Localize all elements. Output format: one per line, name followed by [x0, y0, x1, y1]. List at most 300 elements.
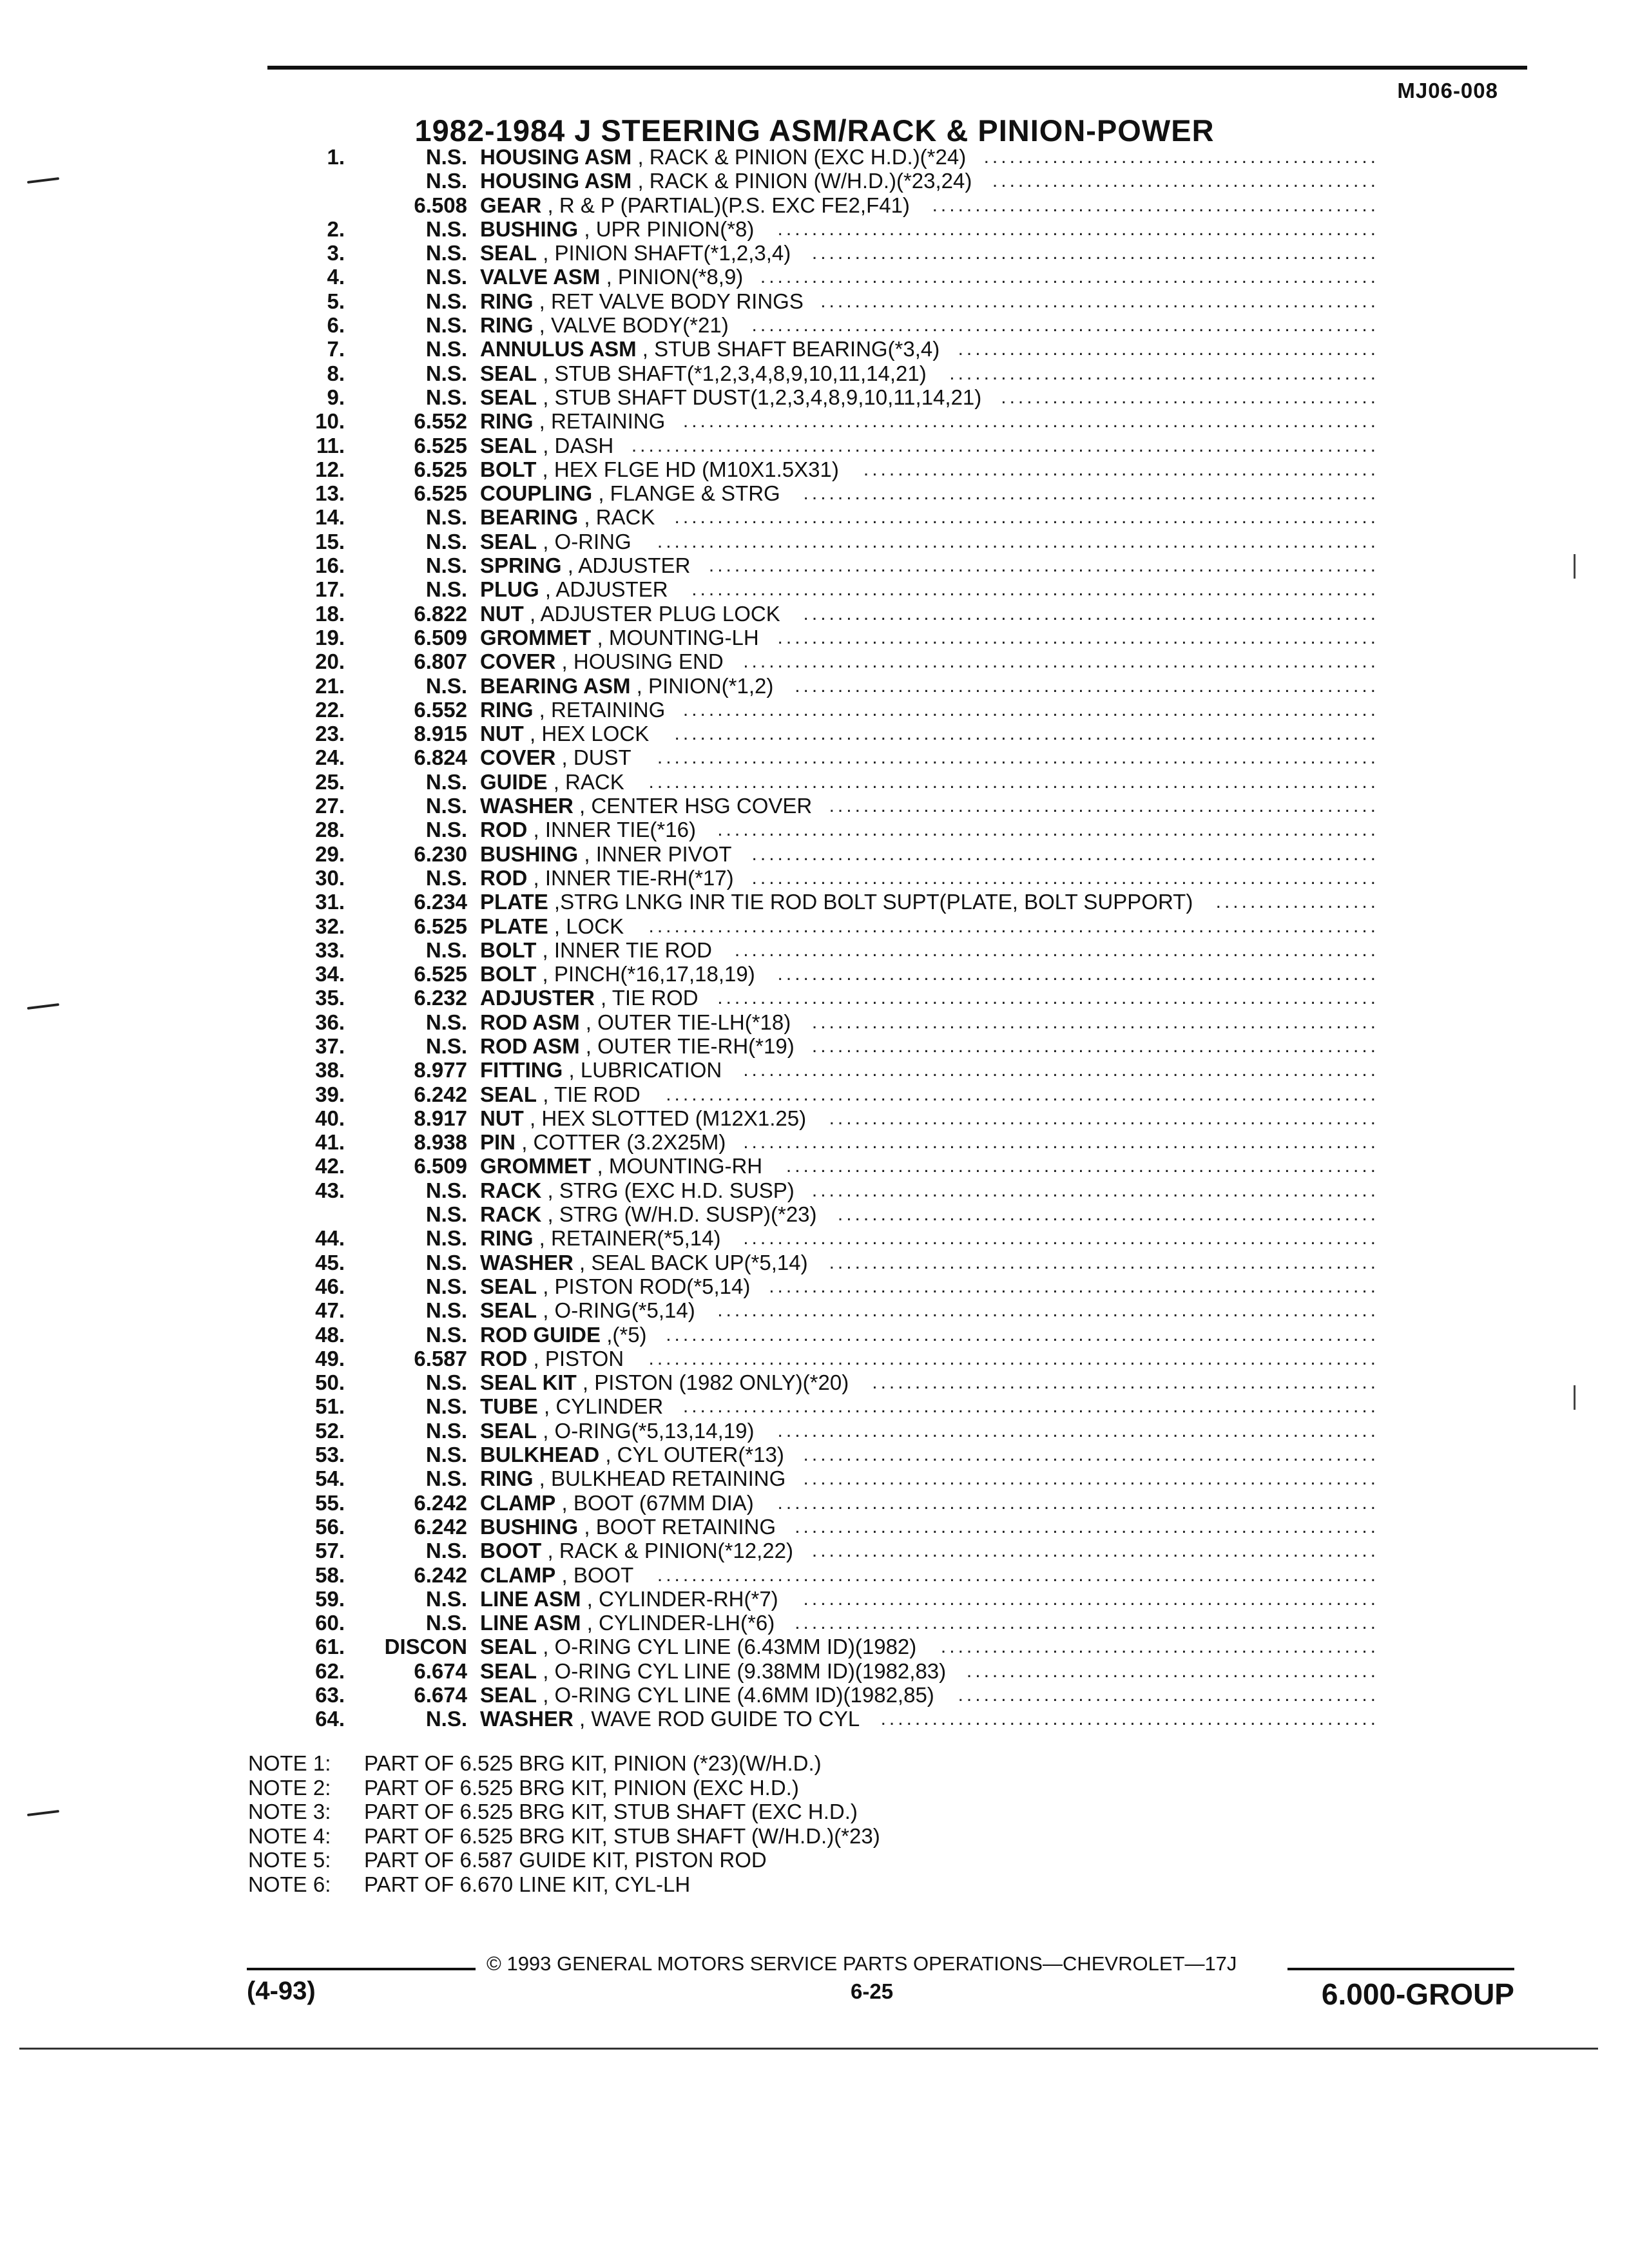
- part-description: [480, 530, 631, 553]
- part-row: [0, 770, 1629, 794]
- part-description: [480, 1707, 860, 1731]
- group-number: N.S.: [425, 1033, 467, 1058]
- part-name: BUSHING: [480, 216, 579, 241]
- part-row: [0, 866, 1629, 890]
- part-description: [480, 1202, 817, 1226]
- item-number: 14.: [315, 505, 345, 530]
- part-name: SEAL: [480, 385, 537, 409]
- part-description: [480, 866, 734, 890]
- part-row: [0, 481, 1629, 505]
- group-number: 6.525: [414, 481, 467, 506]
- part-description: [480, 217, 754, 241]
- part-detail: , BOOT (67MM DIA): [561, 1490, 754, 1515]
- part-description: [480, 409, 665, 433]
- part-name: ROD GUIDE: [480, 1322, 601, 1347]
- part-row: [0, 241, 1629, 265]
- part-description: [480, 505, 655, 529]
- part-name: GROMMET: [480, 1154, 592, 1178]
- part-description: [480, 1394, 663, 1418]
- part-name: GUIDE: [480, 769, 548, 794]
- dot-leader: ................................................................................: [691, 579, 1379, 601]
- part-detail: , PINCH(*16,17,18,19): [542, 962, 755, 986]
- dot-leader: ...................................................................: [803, 1444, 1379, 1466]
- dot-leader: .................................................................................: [682, 698, 1379, 720]
- group-number: N.S.: [425, 1202, 467, 1227]
- group-number: 6.242: [414, 1514, 467, 1539]
- part-detail: , MOUNTING-RH: [597, 1154, 763, 1178]
- part-detail: , RET VALVE BODY RINGS: [539, 289, 804, 313]
- dot-leader: ...................: [1215, 891, 1379, 913]
- group-number: N.S.: [425, 216, 467, 241]
- item-number: 45.: [315, 1250, 345, 1274]
- part-row: [0, 434, 1629, 457]
- part-name: TUBE: [480, 1394, 538, 1419]
- item-number: 55.: [315, 1490, 345, 1515]
- part-row: [0, 409, 1629, 433]
- part-row: [0, 553, 1629, 577]
- part-name: HOUSING ASM: [480, 145, 632, 169]
- dot-leader: .............................................................................: [717, 987, 1379, 1009]
- dot-leader: .....................................................................................: [648, 1347, 1379, 1369]
- item-number: 57.: [315, 1539, 345, 1563]
- date-code: (4-93): [247, 1977, 316, 2005]
- item-number: 22.: [315, 697, 345, 722]
- part-description: [480, 1130, 726, 1154]
- group-number: 8.938: [414, 1130, 467, 1155]
- part-detail: , TIE ROD: [543, 1082, 641, 1106]
- group-number: N.S.: [425, 577, 467, 602]
- group-number: N.S.: [425, 385, 467, 409]
- dot-leader: .................................................................................: [682, 410, 1379, 432]
- page-number: 6-25: [851, 1979, 894, 2003]
- part-name: BUSHING: [480, 841, 579, 866]
- notes-list: [248, 1751, 880, 1896]
- item-number: 41.: [315, 1130, 345, 1155]
- item-number: 18.: [315, 601, 345, 626]
- item-number: 20.: [315, 649, 345, 674]
- part-description: [480, 1515, 776, 1539]
- dot-leader: ..................................................................: [811, 1011, 1379, 1033]
- part-row: [0, 1106, 1629, 1130]
- part-description: [480, 169, 972, 193]
- part-description: [480, 962, 755, 986]
- page-title: 1982-1984 J STEERING ASM/RACK & PINION-POWER: [414, 113, 1215, 148]
- part-row: [0, 1130, 1629, 1154]
- part-name: BOLT: [480, 457, 537, 481]
- part-row: [0, 1466, 1629, 1490]
- dot-leader: ..........................................................................: [743, 1131, 1379, 1153]
- part-detail: , INNER TIE(*16): [533, 818, 696, 842]
- group-number: N.S.: [425, 1418, 467, 1443]
- item-number: 49.: [315, 1346, 345, 1370]
- copyright-text: © 1993 GENERAL MOTORS SERVICE PARTS OPERATIONS—CHEVROLET—17J: [487, 1952, 1237, 1975]
- group-number: 6.242: [414, 1562, 467, 1587]
- group-number: N.S.: [425, 289, 467, 313]
- group-number: N.S.: [425, 1443, 467, 1467]
- note-label: NOTE 4:: [248, 1823, 331, 1848]
- group-number: N.S.: [425, 1274, 467, 1298]
- part-name: WASHER: [480, 1250, 574, 1274]
- dot-leader: .......................................................................................: [631, 434, 1379, 456]
- group-number: N.S.: [425, 1322, 467, 1347]
- part-description: [480, 434, 613, 457]
- part-description: [480, 145, 966, 169]
- part-name: PLATE: [480, 890, 548, 914]
- dot-leader: ...................................................................: [803, 1468, 1379, 1490]
- dot-leader: ..............................................................................: [708, 555, 1379, 577]
- dot-leader: ...................................................................................: [666, 1083, 1379, 1105]
- part-name: SEAL: [480, 1418, 537, 1443]
- item-number: 60.: [315, 1611, 345, 1635]
- part-row: [0, 1635, 1629, 1658]
- part-name: ADJUSTER: [480, 986, 595, 1010]
- group-number: 6.552: [414, 409, 467, 434]
- item-number: 16.: [315, 553, 345, 578]
- part-row: [0, 818, 1629, 841]
- part-name: COVER: [480, 745, 556, 770]
- dot-leader: .................................................................: [820, 290, 1379, 312]
- dot-leader: ..........................................................................: [743, 1227, 1379, 1249]
- item-number: 7.: [327, 337, 345, 361]
- part-name: BULKHEAD: [480, 1443, 600, 1467]
- part-row: [0, 193, 1629, 217]
- group-number: N.S.: [425, 241, 467, 265]
- part-detail: , RACK & PINION (EXC H.D.)(*24): [637, 145, 967, 169]
- part-name: ROD: [480, 865, 528, 890]
- part-row: [0, 1058, 1629, 1082]
- dot-leader: ...........................................................................: [734, 939, 1379, 961]
- part-detail: , INNER TIE-RH(*17): [533, 865, 734, 890]
- part-row: [0, 698, 1629, 722]
- item-number: 1.: [327, 145, 345, 169]
- item-number: 61.: [315, 1635, 345, 1659]
- part-name: CLAMP: [480, 1490, 556, 1515]
- part-name: ROD: [480, 1346, 528, 1370]
- part-name: NUT: [480, 722, 524, 746]
- dot-leader: ............................................: [1001, 386, 1379, 408]
- group-number: 8.917: [414, 1106, 467, 1130]
- part-description: [480, 1683, 934, 1707]
- part-description: [480, 986, 699, 1010]
- part-description: [480, 914, 624, 938]
- item-number: 33.: [315, 937, 345, 962]
- part-detail: ,(*5): [606, 1322, 647, 1347]
- part-name: ROD ASM: [480, 1033, 580, 1058]
- binding-mark: [27, 1810, 59, 1816]
- part-detail: , STUB SHAFT(*1,2,3,4,8,9,10,11,14,21): [543, 361, 927, 385]
- part-description: [480, 553, 690, 577]
- part-name: SEAL: [480, 1082, 537, 1106]
- part-name: PLUG: [480, 577, 539, 602]
- group-number: N.S.: [425, 818, 467, 842]
- part-row: [0, 626, 1629, 649]
- dot-leader: .............................................: [992, 170, 1379, 192]
- dot-leader: ...................................................................: [803, 1588, 1379, 1610]
- dot-leader: .................................................: [958, 338, 1379, 360]
- part-detail: , TIE ROD: [601, 986, 699, 1010]
- part-detail: , STUB SHAFT BEARING(*3,4): [642, 337, 940, 361]
- part-description: [480, 1659, 946, 1683]
- item-number: 2.: [327, 216, 345, 241]
- part-name: RACK: [480, 1202, 542, 1227]
- group-number: 8.915: [414, 722, 467, 746]
- part-name: COUPLING: [480, 481, 593, 506]
- part-detail: , SEAL BACK UP(*5,14): [579, 1250, 808, 1274]
- part-row: [0, 1034, 1629, 1058]
- group-number: 6.242: [414, 1490, 467, 1515]
- part-description: [480, 722, 649, 745]
- part-description: [480, 1082, 641, 1106]
- group-number: 6.824: [414, 745, 467, 770]
- part-detail: , R & P (PARTIAL)(P.S. EXC FE2,F41): [547, 193, 910, 217]
- group-number: 6.509: [414, 1154, 467, 1178]
- group-number: 6.674: [414, 1683, 467, 1707]
- dot-leader: ....................................................................: [795, 675, 1379, 697]
- part-detail: , RACK: [553, 769, 624, 794]
- dot-leader: ................................................: [966, 1660, 1379, 1682]
- group-number: 6.674: [414, 1658, 467, 1683]
- dot-leader: .............................................................................: [717, 1300, 1379, 1321]
- group-number: N.S.: [425, 1226, 467, 1251]
- item-number: 64.: [315, 1707, 345, 1731]
- note-text: PART OF 6.587 GUIDE KIT, PISTON ROD: [364, 1848, 767, 1872]
- dot-leader: ................................................................: [829, 795, 1379, 817]
- note-label: NOTE 6:: [248, 1872, 331, 1896]
- part-description: [480, 1010, 791, 1034]
- group-number: N.S.: [425, 1394, 467, 1419]
- part-detail: , LUBRICATION: [568, 1058, 722, 1082]
- part-description: [480, 1154, 762, 1178]
- part-row: [0, 745, 1629, 769]
- note-line: [248, 1800, 880, 1824]
- dot-leader: ......................................................................: [777, 1419, 1379, 1441]
- part-detail: , OUTER TIE-LH(*18): [585, 1010, 791, 1034]
- group-number: N.S.: [425, 937, 467, 962]
- part-detail: , MOUNTING-LH: [597, 625, 759, 649]
- top-rule: [267, 66, 1527, 70]
- part-detail: , LOCK: [554, 914, 624, 938]
- item-number: 39.: [315, 1082, 345, 1106]
- note-text: PART OF 6.525 BRG KIT, STUB SHAFT (EXC H.D.): [364, 1800, 858, 1823]
- part-description: [480, 626, 759, 649]
- group-number: 8.977: [414, 1058, 467, 1082]
- part-detail: , O-RING CYL LINE (6.43MM ID)(1982): [543, 1635, 917, 1659]
- part-row: [0, 1707, 1629, 1731]
- group-number: 6.230: [414, 841, 467, 866]
- group-number: 6.807: [414, 649, 467, 674]
- dot-leader: ..................................................................: [811, 1035, 1379, 1057]
- group-number: N.S.: [425, 769, 467, 794]
- part-description: [480, 698, 665, 722]
- dot-leader: .....................................................................................: [648, 915, 1379, 937]
- item-number: 42.: [315, 1154, 345, 1178]
- item-number: 15.: [315, 529, 345, 553]
- bottom-rule: [19, 2048, 1598, 2050]
- part-detail: , RACK: [584, 505, 655, 530]
- document-code: MJ06-008: [1397, 79, 1498, 102]
- item-number: 35.: [315, 986, 345, 1010]
- part-row: [0, 1394, 1629, 1418]
- dot-leader: ....................................................................................: [657, 530, 1379, 552]
- part-detail: , RACK & PINION (W/H.D.)(*23,24): [637, 169, 972, 193]
- part-name: BOLT: [480, 937, 537, 962]
- item-number: 17.: [315, 577, 345, 602]
- part-description: [480, 649, 724, 673]
- part-row: [0, 313, 1629, 337]
- part-row: [0, 385, 1629, 409]
- note-label: NOTE 1:: [248, 1751, 331, 1775]
- part-description: [480, 1251, 808, 1274]
- item-number: 13.: [315, 481, 345, 506]
- group-number: N.S.: [425, 529, 467, 553]
- part-row: [0, 1251, 1629, 1274]
- part-row: [0, 1587, 1629, 1611]
- part-row: [0, 1323, 1629, 1347]
- dot-leader: ..........................................................................: [743, 651, 1379, 673]
- part-detail: , ADJUSTER: [545, 577, 668, 602]
- part-name: BOOT: [480, 1539, 542, 1563]
- part-row: [0, 1226, 1629, 1250]
- part-row: [0, 794, 1629, 818]
- part-detail: , PISTON: [533, 1346, 624, 1370]
- part-name: SEAL: [480, 1635, 537, 1659]
- dot-leader: .........................................................................: [751, 314, 1379, 336]
- part-row: [0, 1443, 1629, 1466]
- dot-leader: ......................................................................: [777, 218, 1379, 240]
- group-number: N.S.: [425, 865, 467, 890]
- part-name: SEAL: [480, 241, 537, 265]
- part-name: BOLT: [480, 962, 537, 986]
- item-number: 34.: [315, 962, 345, 986]
- note-line: [248, 1872, 880, 1897]
- part-description: [480, 1563, 633, 1587]
- dot-leader: ...........................................................: [872, 1372, 1379, 1394]
- group-number: N.S.: [425, 1466, 467, 1491]
- item-number: 30.: [315, 865, 345, 890]
- part-detail: , DUST: [561, 745, 631, 770]
- dot-leader: ..................................................................................: [674, 723, 1379, 745]
- group-number: 6.525: [414, 457, 467, 481]
- part-name: RING: [480, 409, 534, 434]
- part-detail: , PINION(*8,9): [606, 265, 744, 289]
- dot-leader: .............................................................................: [717, 819, 1379, 841]
- group-number: 6.232: [414, 986, 467, 1010]
- part-detail: , O-RING CYL LINE (9.38MM ID)(1982,83): [543, 1658, 947, 1683]
- item-number: 31.: [315, 890, 345, 914]
- part-row: [0, 1274, 1629, 1298]
- dot-leader: ..........................................................: [880, 1708, 1379, 1730]
- item-number: 62.: [315, 1658, 345, 1683]
- part-detail: , ADJUSTER PLUG LOCK: [530, 601, 780, 626]
- note-line: [248, 1848, 880, 1872]
- item-number: 32.: [315, 914, 345, 938]
- part-name: WASHER: [480, 794, 574, 818]
- part-description: [480, 818, 696, 841]
- part-name: COVER: [480, 649, 556, 674]
- dot-leader: ....................................................................................: [657, 747, 1379, 769]
- item-number: 23.: [315, 722, 345, 746]
- part-detail: , O-RING CYL LINE (4.6MM ID)(1982,85): [543, 1683, 934, 1707]
- part-detail: , CYLINDER-LH(*6): [586, 1611, 775, 1635]
- dot-leader: ..........................................................................: [743, 1059, 1379, 1081]
- item-number: 29.: [315, 841, 345, 866]
- part-description: [480, 241, 791, 265]
- dot-leader: ....................................................................: [795, 1515, 1379, 1537]
- part-name: RACK: [480, 1178, 542, 1202]
- dot-leader: ..................................................................: [811, 1540, 1379, 1562]
- part-name: BEARING: [480, 505, 579, 530]
- note-text: PART OF 6.525 BRG KIT, STUB SHAFT (W/H.D.)(*23): [364, 1823, 880, 1848]
- part-row: [0, 938, 1629, 962]
- group-number: N.S.: [425, 553, 467, 578]
- item-number: 37.: [315, 1033, 345, 1058]
- part-row: [0, 674, 1629, 698]
- part-row: [0, 1659, 1629, 1683]
- group-number: 6.587: [414, 1346, 467, 1370]
- group-number: DISCON: [384, 1635, 467, 1659]
- dot-leader: .................................................: [958, 1684, 1379, 1706]
- part-name: NUT: [480, 1106, 524, 1130]
- part-detail: , O-RING(*5,14): [543, 1298, 695, 1323]
- part-name: GEAR: [480, 193, 542, 217]
- part-row: [0, 602, 1629, 626]
- part-row: [0, 577, 1629, 601]
- dot-leader: ..................................................................................: [674, 506, 1379, 528]
- note-line: [248, 1824, 880, 1849]
- group-number: N.S.: [425, 337, 467, 361]
- dot-leader: ......................................................................: [777, 963, 1379, 985]
- item-number: 21.: [315, 673, 345, 698]
- group-number: N.S.: [425, 1178, 467, 1202]
- group-number: 6.525: [414, 962, 467, 986]
- dot-leader: ...................................................: [940, 1636, 1379, 1658]
- item-number: 19.: [315, 625, 345, 649]
- part-description: [480, 770, 624, 794]
- item-number: 9.: [327, 385, 345, 409]
- item-number: 27.: [315, 794, 345, 818]
- part-description: [480, 602, 780, 626]
- part-name: BUSHING: [480, 1514, 579, 1539]
- part-detail: , PINION(*1,2): [636, 673, 774, 698]
- item-number: 59.: [315, 1586, 345, 1611]
- part-detail: , STRG (EXC H.D. SUSP): [547, 1178, 795, 1202]
- dot-leader: ................................................................: [829, 1251, 1379, 1273]
- group-number: N.S.: [425, 145, 467, 169]
- part-detail: , UPR PINION(*8): [584, 216, 755, 241]
- item-number: 5.: [327, 289, 345, 313]
- part-description: [480, 265, 743, 289]
- part-row: [0, 145, 1629, 169]
- part-row: [0, 1347, 1629, 1370]
- part-description: [480, 1034, 795, 1058]
- part-name: SEAL: [480, 529, 537, 553]
- item-number: 43.: [315, 1178, 345, 1202]
- part-detail: , RETAINER(*5,14): [539, 1226, 721, 1251]
- part-detail: , INNER PIVOT: [584, 841, 732, 866]
- part-detail: , CENTER HSG COVER: [579, 794, 813, 818]
- dot-leader: ...............................................................: [837, 1204, 1379, 1225]
- part-name: SPRING: [480, 553, 562, 578]
- part-detail: , CYLINDER: [544, 1394, 664, 1419]
- item-number: 47.: [315, 1298, 345, 1323]
- group-number: 6.242: [414, 1082, 467, 1106]
- part-detail: , WAVE ROD GUIDE TO CYL: [579, 1707, 860, 1731]
- part-description: [480, 1323, 647, 1347]
- part-name: CLAMP: [480, 1562, 556, 1587]
- part-description: [480, 674, 773, 698]
- item-number: 63.: [315, 1683, 345, 1707]
- part-description: [480, 1443, 784, 1466]
